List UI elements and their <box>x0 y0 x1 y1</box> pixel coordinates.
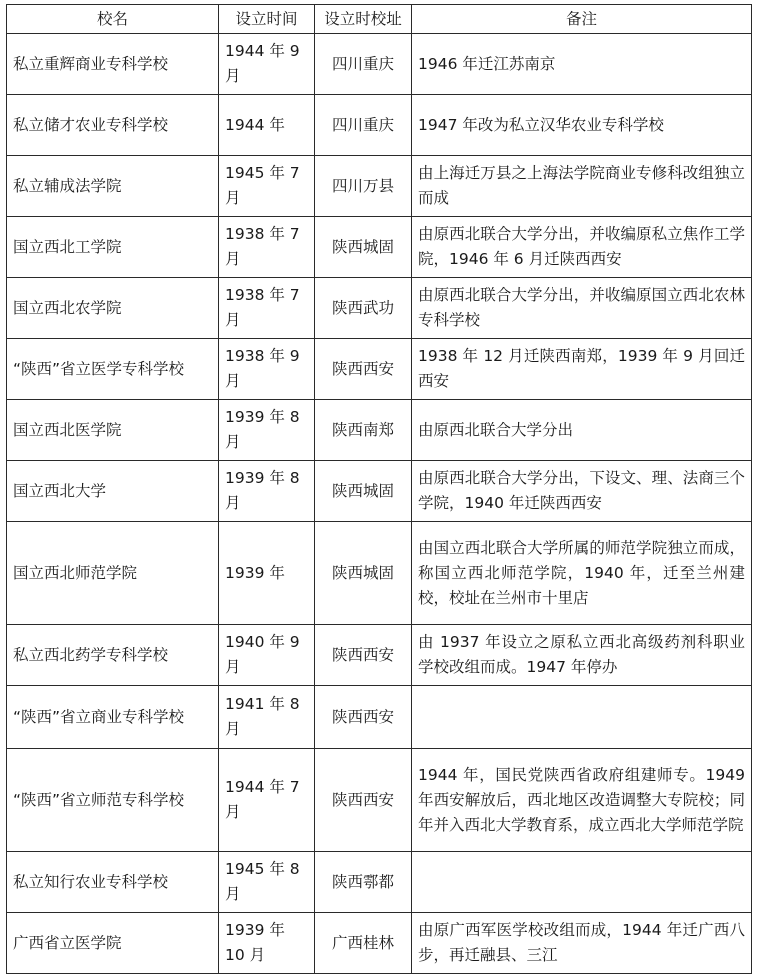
cell-name: 私立重辉商业专科学校 <box>7 34 219 95</box>
table-row <box>7 686 752 749</box>
cell-location: 四川重庆 <box>315 34 412 95</box>
cell-time: 1939 年 8 月 <box>219 400 315 461</box>
table-row <box>7 339 752 400</box>
cell-note: 由原西北联合大学分出，下设文、理、法商三个学院，1940 年迁陕西西安 <box>412 461 752 522</box>
table-row <box>7 852 752 913</box>
table-row <box>7 749 752 852</box>
table-row <box>7 217 752 278</box>
table-row <box>7 522 752 625</box>
cell-note <box>412 686 752 749</box>
header-name: 校名 <box>7 5 219 34</box>
cell-note: 1946 年迁江苏南京 <box>412 34 752 95</box>
cell-time: 1938 年 7 月 <box>219 278 315 339</box>
cell-location: 四川万县 <box>315 156 412 217</box>
cell-name: 国立西北农学院 <box>7 278 219 339</box>
cell-name: 国立西北工学院 <box>7 217 219 278</box>
cell-name: “陕西”省立医学专科学校 <box>7 339 219 400</box>
cell-note <box>412 852 752 913</box>
cell-location: 陕西鄠都 <box>315 852 412 913</box>
cell-time: 1939 年 8 月 <box>219 461 315 522</box>
cell-location: 陕西城固 <box>315 217 412 278</box>
table-row <box>7 913 752 974</box>
cell-location: 陕西西安 <box>315 339 412 400</box>
cell-name: 私立储才农业专科学校 <box>7 95 219 156</box>
header-row <box>7 5 752 34</box>
cell-location: 陕西西安 <box>315 749 412 852</box>
cell-name: 私立辅成法学院 <box>7 156 219 217</box>
cell-time: 1939 年 10 月 <box>219 913 315 974</box>
table-row <box>7 461 752 522</box>
cell-note: 由原广西军医学校改组而成，1944 年迁广西八步，再迁融县、三江 <box>412 913 752 974</box>
cell-note: 由原西北联合大学分出，并收编原国立西北农林专科学校 <box>412 278 752 339</box>
table-row <box>7 34 752 95</box>
cell-note: 1938 年 12 月迁陕西南郑，1939 年 9 月回迁西安 <box>412 339 752 400</box>
cell-name: “陕西”省立师范专科学校 <box>7 749 219 852</box>
cell-time: 1940 年 9 月 <box>219 625 315 686</box>
cell-name: “陕西”省立商业专科学校 <box>7 686 219 749</box>
table-row <box>7 95 752 156</box>
cell-time: 1944 年 9 月 <box>219 34 315 95</box>
cell-name: 国立西北医学院 <box>7 400 219 461</box>
cell-note: 由上海迁万县之上海法学院商业专修科改组独立而成 <box>412 156 752 217</box>
cell-name: 国立西北大学 <box>7 461 219 522</box>
table-row <box>7 156 752 217</box>
cell-note: 由原西北联合大学分出 <box>412 400 752 461</box>
table-row <box>7 625 752 686</box>
cell-name: 广西省立医学院 <box>7 913 219 974</box>
cell-location: 广西桂林 <box>315 913 412 974</box>
cell-time: 1945 年 7 月 <box>219 156 315 217</box>
cell-time: 1939 年 <box>219 522 315 625</box>
cell-note: 由国立西北联合大学所属的师范学院独立而成，称国立西北师范学院，1940 年，迁至兰州建校，校址在兰州市十里店 <box>412 522 752 625</box>
cell-location: 陕西城固 <box>315 522 412 625</box>
cell-location: 陕西西安 <box>315 686 412 749</box>
cell-time: 1944 年 <box>219 95 315 156</box>
cell-time: 1938 年 7 月 <box>219 217 315 278</box>
cell-location: 陕西南郑 <box>315 400 412 461</box>
cell-time: 1945 年 8 月 <box>219 852 315 913</box>
cell-time: 1941 年 8 月 <box>219 686 315 749</box>
cell-time: 1938 年 9 月 <box>219 339 315 400</box>
table-row <box>7 400 752 461</box>
cell-name: 私立西北药学专科学校 <box>7 625 219 686</box>
header-time: 设立时间 <box>219 5 315 34</box>
cell-name: 国立西北师范学院 <box>7 522 219 625</box>
cell-note: 由原西北联合大学分出，并收编原私立焦作工学院，1946 年 6 月迁陕西西安 <box>412 217 752 278</box>
cell-note: 1947 年改为私立汉华农业专科学校 <box>412 95 752 156</box>
cell-location: 陕西武功 <box>315 278 412 339</box>
header-note: 备注 <box>412 5 752 34</box>
cell-location: 陕西西安 <box>315 625 412 686</box>
cell-time: 1944 年 7 月 <box>219 749 315 852</box>
table-row <box>7 278 752 339</box>
cell-note: 1944 年，国民党陕西省政府组建师专。1949 年西安解放后，西北地区改造调整大专院校；同年并入西北大学教育系，成立西北大学师范学院 <box>412 749 752 852</box>
header-location: 设立时校址 <box>315 5 412 34</box>
cell-name: 私立知行农业专科学校 <box>7 852 219 913</box>
cell-location: 陕西城固 <box>315 461 412 522</box>
schools-table <box>6 4 752 974</box>
cell-note: 由 1937 年设立之原私立西北高级药剂科职业学校改组而成。1947 年停办 <box>412 625 752 686</box>
cell-location: 四川重庆 <box>315 95 412 156</box>
